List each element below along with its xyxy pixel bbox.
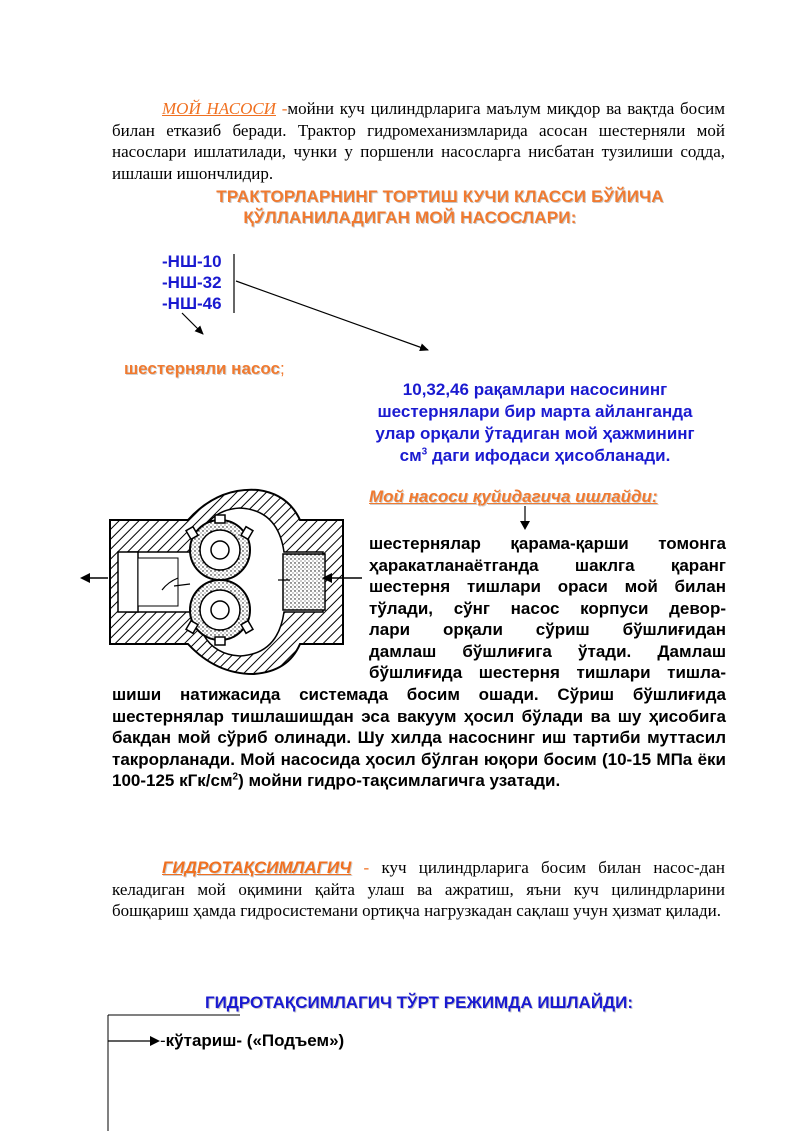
explanation-block: 10,32,46 рақамлари насосининг шестернялари бир марта айланганда улар орқали ўтадиган мой ҳажмининг $см^3$ даги ифодаси ҳисобланади. [375,380,695,465]
heading-four-modes: ГИДРОТАҚСИМЛАГИЧ ТЎРТ РЕЖИМДА ИШЛАЙДИ: [204,993,634,1012]
operation-full-text: шиши натижасида системада босим ошади. Сўриш бўшлиғида шестернялар тишлашишдан эса вакуум ҳосил бўлади ва шу ҳисобига бакдан мой сўриб олинади. Шу хилда насоснинг иш тартиби муттасил такрорланади. Мой насосида ҳосил бўлган юқори босим (10-15 МПа ёки 100-125 кГк/$см^2$) мойни гидро-тақсимлагичга узатади. [112,685,726,790]
model-arrows [0,0,800,400]
lower-gear [190,580,250,640]
mode-tree-lines [100,1005,300,1131]
intro-dash: - [275,99,288,118]
model-item: -НШ-10 [162,252,222,271]
model-item: -НШ-46 [162,294,222,313]
distributor-term: ГИДРОТАҚСИМЛАГИЧ [162,858,352,877]
upper-gear [190,520,250,580]
gear-pump-label: шестерняли насос; [124,359,285,378]
operation-right-column: шестернялар қарама-қарши томонга ҳаракатланаётганда шаклга қаранг шестерня тишлари ораси мой билан тўлади, сўнг насос корпуси девор- лари орқали сўриш бўшлиғидан дамлаш бўшлиғига ўтади. Дамлаш бўшлиғида шестерня тишлари тишла- [369,534,726,682]
gear-pump-diagram [78,482,363,682]
arrow-down-icon [515,506,535,532]
intro-term: МОЙ НАСОСИ [162,99,276,118]
heading-line-2: ҚЎЛЛАНИЛАДИГАН МОЙ НАСОСЛАРИ: [243,208,577,227]
heading-line-1: ТРАКТОРЛАРНИНГ ТОРТИШ КУЧИ КЛАССИ БЎЙИЧА [216,187,664,206]
model-item: -НШ-32 [162,273,222,292]
how-it-works-heading: Мой насоси қуйидагича ишлайди: [369,487,658,506]
mode-lifting: -кўтариш- («Подъем») [160,1031,345,1050]
distributor-paragraph: ГИДРОТАҚСИМЛАГИЧ - куч цилиндрларига босим билан насос-дан келадиган мой оқимини қайта улаш ва ажратиш, яъни куч цилиндрларини бошқариш ҳамда гидросистемани ортиқча нагрузкадан сақлаш учун ҳизмат қилади. [112,858,725,920]
intro-text: мойни куч цилиндрларига маълум миқдор ва вақтда босим билан етказиб беради. Трактор гидромеханизмларида асосан шестерняли мой насослари ишлатилади, чунки у поршенли насосларга нисбатан тузилиши содда, ишлаши ишончлидир. [112,99,725,183]
